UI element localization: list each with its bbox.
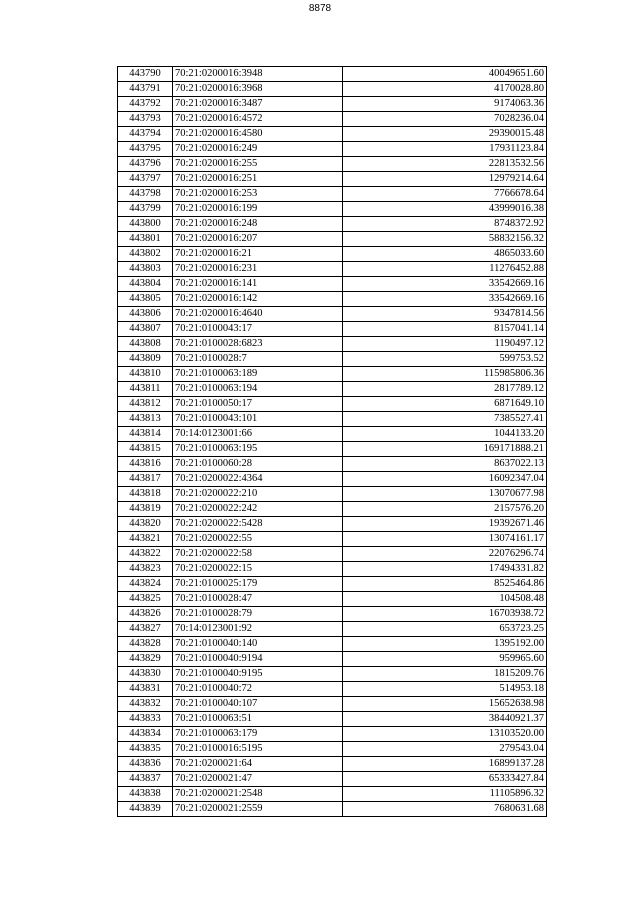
value-cell: 4170028.80 <box>343 82 547 97</box>
value-cell: 33542669.16 <box>343 277 547 292</box>
table-row <box>118 652 547 667</box>
table-row <box>118 637 547 652</box>
row-number-cell: 443815 <box>118 442 173 457</box>
value-cell: 29390015.48 <box>343 127 547 142</box>
value-cell: 16092347.04 <box>343 472 547 487</box>
value-cell: 4865033.60 <box>343 247 547 262</box>
row-number-cell: 443827 <box>118 622 173 637</box>
row-number-cell: 443791 <box>118 82 173 97</box>
row-number-cell: 443800 <box>118 217 173 232</box>
table-row <box>118 67 547 82</box>
cadastral-number-cell: 70:21:0200022:55 <box>173 532 343 547</box>
row-number-cell: 443831 <box>118 682 173 697</box>
table-row <box>118 367 547 382</box>
row-number-cell: 443793 <box>118 112 173 127</box>
row-number-cell: 443817 <box>118 472 173 487</box>
value-cell: 22076296.74 <box>343 547 547 562</box>
cadastral-number-cell: 70:21:0100040:72 <box>173 682 343 697</box>
table-row <box>118 97 547 112</box>
cadastral-number-cell: 70:21:0200022:5428 <box>173 517 343 532</box>
cadastral-number-cell: 70:21:0200016:251 <box>173 172 343 187</box>
cadastral-number-cell: 70:21:0100028:47 <box>173 592 343 607</box>
table-row <box>118 667 547 682</box>
row-number-cell: 443816 <box>118 457 173 472</box>
value-cell: 8637022.13 <box>343 457 547 472</box>
cadastral-number-cell: 70:21:0100040:107 <box>173 697 343 712</box>
cadastral-number-cell: 70:21:0100063:51 <box>173 712 343 727</box>
cadastral-number-cell: 70:21:0200021:47 <box>173 772 343 787</box>
row-number-cell: 443835 <box>118 742 173 757</box>
table-row <box>118 607 547 622</box>
cadastral-number-cell: 70:21:0200016:3948 <box>173 67 343 82</box>
cadastral-number-cell: 70:21:0200016:4580 <box>173 127 343 142</box>
table-row <box>118 127 547 142</box>
table-row <box>118 532 547 547</box>
value-cell: 959965.60 <box>343 652 547 667</box>
row-number-cell: 443806 <box>118 307 173 322</box>
table-row <box>118 217 547 232</box>
value-cell: 8525464.86 <box>343 577 547 592</box>
table-row <box>118 787 547 802</box>
cadastral-number-cell: 70:21:0100063:189 <box>173 367 343 382</box>
value-cell: 38440921.37 <box>343 712 547 727</box>
value-cell: 15652638.98 <box>343 697 547 712</box>
cadastral-number-cell: 70:21:0200016:253 <box>173 187 343 202</box>
table-row <box>118 172 547 187</box>
cadastral-number-cell: 70:21:0200021:2559 <box>173 802 343 817</box>
value-cell: 17494331.82 <box>343 562 547 577</box>
value-cell: 279543.04 <box>343 742 547 757</box>
value-cell: 22813532.56 <box>343 157 547 172</box>
table-row <box>118 757 547 772</box>
value-cell: 169171888.21 <box>343 442 547 457</box>
cadastral-number-cell: 70:21:0200016:199 <box>173 202 343 217</box>
cadastral-number-cell: 70:21:0200016:255 <box>173 157 343 172</box>
table-row <box>118 742 547 757</box>
cadastral-number-cell: 70:21:0200021:2548 <box>173 787 343 802</box>
table-row <box>118 442 547 457</box>
row-number-cell: 443790 <box>118 67 173 82</box>
table-row <box>118 157 547 172</box>
cadastral-number-cell: 70:21:0100063:179 <box>173 727 343 742</box>
row-number-cell: 443808 <box>118 337 173 352</box>
table-row <box>118 427 547 442</box>
cadastral-number-cell: 70:21:0200016:249 <box>173 142 343 157</box>
row-number-cell: 443794 <box>118 127 173 142</box>
row-number-cell: 443828 <box>118 637 173 652</box>
cadastral-number-cell: 70:21:0100050:17 <box>173 397 343 412</box>
value-cell: 2817789.12 <box>343 382 547 397</box>
value-cell: 33542669.16 <box>343 292 547 307</box>
value-cell: 16703938.72 <box>343 607 547 622</box>
table-row <box>118 457 547 472</box>
cadastral-number-cell: 70:14:0123001:92 <box>173 622 343 637</box>
registry-table <box>117 66 547 817</box>
row-number-cell: 443830 <box>118 667 173 682</box>
value-cell: 11105896.32 <box>343 787 547 802</box>
value-cell: 13070677.98 <box>343 487 547 502</box>
cadastral-number-cell: 70:21:0200016:207 <box>173 232 343 247</box>
cadastral-number-cell: 70:21:0100040:140 <box>173 637 343 652</box>
cadastral-number-cell: 70:21:0100028:79 <box>173 607 343 622</box>
row-number-cell: 443804 <box>118 277 173 292</box>
table-body <box>118 67 547 817</box>
cadastral-number-cell: 70:21:0200016:3487 <box>173 97 343 112</box>
value-cell: 514953.18 <box>343 682 547 697</box>
value-cell: 7385527.41 <box>343 412 547 427</box>
value-cell: 599753.52 <box>343 352 547 367</box>
row-number-cell: 443809 <box>118 352 173 367</box>
row-number-cell: 443819 <box>118 502 173 517</box>
row-number-cell: 443805 <box>118 292 173 307</box>
cadastral-number-cell: 70:21:0100043:101 <box>173 412 343 427</box>
row-number-cell: 443821 <box>118 532 173 547</box>
row-number-cell: 443837 <box>118 772 173 787</box>
row-number-cell: 443836 <box>118 757 173 772</box>
value-cell: 6871649.10 <box>343 397 547 412</box>
table-row <box>118 592 547 607</box>
value-cell: 115985806.36 <box>343 367 547 382</box>
value-cell: 9347814.56 <box>343 307 547 322</box>
value-cell: 17931123.84 <box>343 142 547 157</box>
cadastral-number-cell: 70:21:0200016:4572 <box>173 112 343 127</box>
value-cell: 1044133.20 <box>343 427 547 442</box>
value-cell: 8748372.92 <box>343 217 547 232</box>
cadastral-number-cell: 70:21:0200022:58 <box>173 547 343 562</box>
table-row <box>118 547 547 562</box>
table-row <box>118 397 547 412</box>
value-cell: 40049651.60 <box>343 67 547 82</box>
table-row <box>118 277 547 292</box>
table-row <box>118 727 547 742</box>
table-row <box>118 472 547 487</box>
cadastral-number-cell: 70:21:0100016:5195 <box>173 742 343 757</box>
table-row <box>118 232 547 247</box>
row-number-cell: 443832 <box>118 697 173 712</box>
table-row <box>118 322 547 337</box>
value-cell: 12979214.64 <box>343 172 547 187</box>
row-number-cell: 443807 <box>118 322 173 337</box>
cadastral-number-cell: 70:21:0100060:28 <box>173 457 343 472</box>
table-row <box>118 307 547 322</box>
row-number-cell: 443802 <box>118 247 173 262</box>
value-cell: 13103520.00 <box>343 727 547 742</box>
cadastral-number-cell: 70:21:0200016:3968 <box>173 82 343 97</box>
cadastral-number-cell: 70:21:0100043:17 <box>173 322 343 337</box>
row-number-cell: 443838 <box>118 787 173 802</box>
row-number-cell: 443798 <box>118 187 173 202</box>
cadastral-number-cell: 70:21:0200016:231 <box>173 262 343 277</box>
table-row <box>118 412 547 427</box>
row-number-cell: 443812 <box>118 397 173 412</box>
table-row <box>118 142 547 157</box>
value-cell: 1395192.00 <box>343 637 547 652</box>
table-row <box>118 112 547 127</box>
row-number-cell: 443839 <box>118 802 173 817</box>
table-row <box>118 82 547 97</box>
cadastral-number-cell: 70:14:0123001:66 <box>173 427 343 442</box>
row-number-cell: 443813 <box>118 412 173 427</box>
row-number-cell: 443834 <box>118 727 173 742</box>
table-row <box>118 772 547 787</box>
row-number-cell: 443826 <box>118 607 173 622</box>
row-number-cell: 443803 <box>118 262 173 277</box>
cadastral-number-cell: 70:21:0100028:6823 <box>173 337 343 352</box>
table-row <box>118 352 547 367</box>
row-number-cell: 443822 <box>118 547 173 562</box>
table-row <box>118 577 547 592</box>
row-number-cell: 443824 <box>118 577 173 592</box>
table-row <box>118 517 547 532</box>
row-number-cell: 443810 <box>118 367 173 382</box>
row-number-cell: 443825 <box>118 592 173 607</box>
value-cell: 58832156.32 <box>343 232 547 247</box>
cadastral-number-cell: 70:21:0100028:7 <box>173 352 343 367</box>
row-number-cell: 443797 <box>118 172 173 187</box>
cadastral-number-cell: 70:21:0200022:242 <box>173 502 343 517</box>
table-row <box>118 802 547 817</box>
cadastral-number-cell: 70:21:0200016:4640 <box>173 307 343 322</box>
cadastral-number-cell: 70:21:0100063:194 <box>173 382 343 397</box>
value-cell: 43999016.38 <box>343 202 547 217</box>
value-cell: 1190497.12 <box>343 337 547 352</box>
value-cell: 1815209.76 <box>343 667 547 682</box>
row-number-cell: 443801 <box>118 232 173 247</box>
row-number-cell: 443795 <box>118 142 173 157</box>
table-row <box>118 697 547 712</box>
table-row <box>118 622 547 637</box>
table-row <box>118 682 547 697</box>
table-row <box>118 712 547 727</box>
row-number-cell: 443833 <box>118 712 173 727</box>
cadastral-number-cell: 70:21:0200016:248 <box>173 217 343 232</box>
value-cell: 9174063.36 <box>343 97 547 112</box>
cadastral-number-cell: 70:21:0100025:179 <box>173 577 343 592</box>
table-row <box>118 187 547 202</box>
cadastral-number-cell: 70:21:0200016:141 <box>173 277 343 292</box>
table-row <box>118 262 547 277</box>
table-row <box>118 202 547 217</box>
value-cell: 8157041.14 <box>343 322 547 337</box>
cadastral-number-cell: 70:21:0200022:210 <box>173 487 343 502</box>
value-cell: 653723.25 <box>343 622 547 637</box>
value-cell: 16899137.28 <box>343 757 547 772</box>
value-cell: 7028236.04 <box>343 112 547 127</box>
row-number-cell: 443811 <box>118 382 173 397</box>
table-row <box>118 487 547 502</box>
value-cell: 7680631.68 <box>343 802 547 817</box>
value-cell: 13074161.17 <box>343 532 547 547</box>
row-number-cell: 443829 <box>118 652 173 667</box>
page-number: 8878 <box>308 3 332 14</box>
table-row <box>118 562 547 577</box>
cadastral-number-cell: 70:21:0200021:64 <box>173 757 343 772</box>
row-number-cell: 443820 <box>118 517 173 532</box>
cadastral-number-cell: 70:21:0200022:4364 <box>173 472 343 487</box>
value-cell: 104508.48 <box>343 592 547 607</box>
table-row <box>118 247 547 262</box>
table-row <box>118 502 547 517</box>
row-number-cell: 443814 <box>118 427 173 442</box>
table-row <box>118 382 547 397</box>
cadastral-number-cell: 70:21:0200022:15 <box>173 562 343 577</box>
cadastral-number-cell: 70:21:0200016:142 <box>173 292 343 307</box>
value-cell: 65333427.84 <box>343 772 547 787</box>
value-cell: 11276452.88 <box>343 262 547 277</box>
cadastral-number-cell: 70:21:0100040:9195 <box>173 667 343 682</box>
value-cell: 19392671.46 <box>343 517 547 532</box>
row-number-cell: 443823 <box>118 562 173 577</box>
row-number-cell: 443818 <box>118 487 173 502</box>
value-cell: 2157576.20 <box>343 502 547 517</box>
cadastral-number-cell: 70:21:0200016:21 <box>173 247 343 262</box>
value-cell: 7766678.64 <box>343 187 547 202</box>
row-number-cell: 443796 <box>118 157 173 172</box>
row-number-cell: 443799 <box>118 202 173 217</box>
table-row <box>118 292 547 307</box>
row-number-cell: 443792 <box>118 97 173 112</box>
cadastral-number-cell: 70:21:0100040:9194 <box>173 652 343 667</box>
cadastral-number-cell: 70:21:0100063:195 <box>173 442 343 457</box>
table-row <box>118 337 547 352</box>
